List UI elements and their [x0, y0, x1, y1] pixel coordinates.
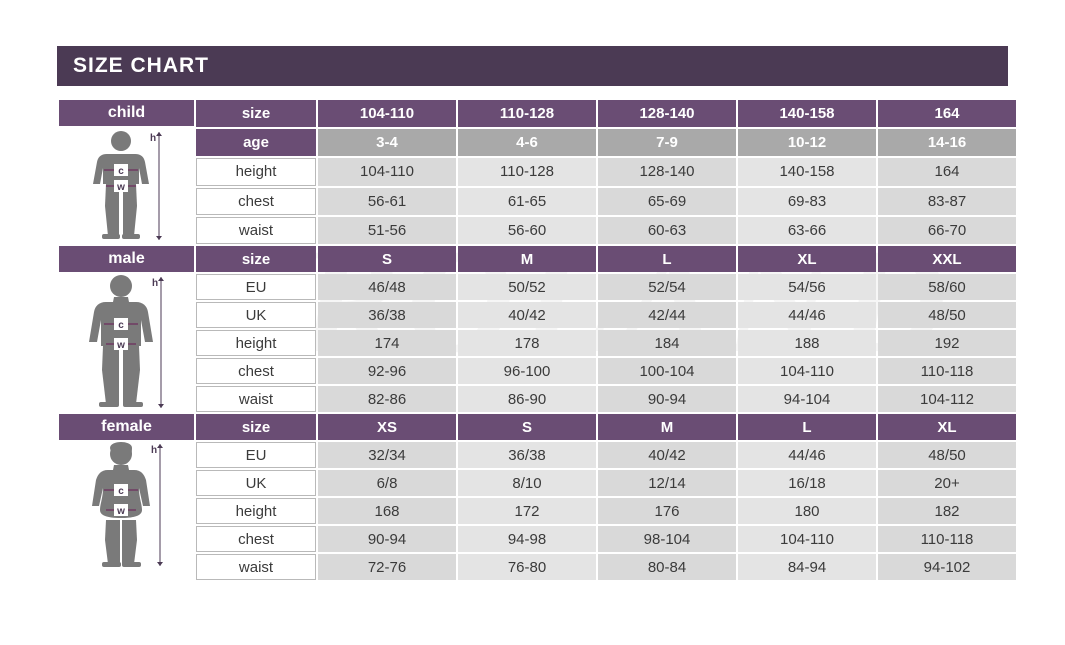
- title-bar: [57, 46, 1008, 86]
- size-chart-table: [57, 98, 1018, 582]
- row-label-female-chest: chest: [196, 526, 316, 552]
- cell-child-chest-1: 56-61: [318, 188, 456, 215]
- cell-male-EU-5: 58/60: [878, 274, 1016, 300]
- cell-male-EU-1: 46/48: [318, 274, 456, 300]
- cell-female-UK-1: 6/8: [318, 470, 456, 496]
- cell-male-height-2: 178: [458, 330, 596, 356]
- cell-child-waist-2: 56-60: [458, 217, 596, 244]
- cell-female-EU-5: 48/50: [878, 442, 1016, 468]
- svg-text:c: c: [117, 486, 124, 497]
- cell-female-size-1: XS: [318, 414, 456, 440]
- cell-female-waist-4: 84-94: [738, 554, 876, 580]
- table-row: [59, 554, 1016, 580]
- cell-female-chest-3: 98-104: [598, 526, 736, 552]
- cell-male-height-4: 188: [738, 330, 876, 356]
- cell-child-size-2: 110-128: [458, 100, 596, 127]
- cell-child-age-3: 7-9: [598, 129, 736, 156]
- table-row: [59, 158, 1016, 185]
- svg-text:w: w: [116, 182, 125, 193]
- cell-female-waist-5: 94-102: [878, 554, 1016, 580]
- cell-male-chest-1: 92-96: [318, 358, 456, 384]
- group-header-child: child: [59, 100, 194, 126]
- female-silhouette: [59, 440, 192, 570]
- cell-male-waist-1: 82-86: [318, 386, 456, 412]
- cell-male-size-4: XL: [738, 246, 876, 272]
- svg-text:c: c: [117, 166, 124, 177]
- cell-female-UK-5: 20+: [878, 470, 1016, 496]
- table-row: [59, 246, 1016, 272]
- cell-male-chest-2: 96-100: [458, 358, 596, 384]
- row-label-female-waist: waist: [196, 554, 316, 580]
- row-label-male-height: height: [196, 330, 316, 356]
- row-label-child-chest: chest: [196, 188, 316, 215]
- cell-child-size-1: 104-110: [318, 100, 456, 127]
- row-label-female-EU: EU: [196, 442, 316, 468]
- cell-female-size-2: S: [458, 414, 596, 440]
- group-header-female: female: [59, 414, 194, 440]
- table-row: [59, 302, 1016, 328]
- row-label-female-UK: UK: [196, 470, 316, 496]
- svg-text:h: h: [151, 278, 158, 289]
- cell-child-chest-5: 83-87: [878, 188, 1016, 215]
- cell-male-UK-1: 36/38: [318, 302, 456, 328]
- table-row: [59, 442, 1016, 468]
- cell-female-UK-4: 16/18: [738, 470, 876, 496]
- cell-child-age-2: 4-6: [458, 129, 596, 156]
- child-silhouette: [59, 126, 192, 244]
- cell-female-size-4: L: [738, 414, 876, 440]
- row-label-child-age: age: [196, 129, 316, 156]
- table-row: [59, 498, 1016, 524]
- table-row: [59, 470, 1016, 496]
- cell-male-EU-4: 54/56: [738, 274, 876, 300]
- cell-child-waist-5: 66-70: [878, 217, 1016, 244]
- cell-child-size-4: 140-158: [738, 100, 876, 127]
- cell-child-height-1: 104-110: [318, 158, 456, 185]
- cell-male-size-2: M: [458, 246, 596, 272]
- cell-child-size-3: 128-140: [598, 100, 736, 127]
- cell-female-chest-4: 104-110: [738, 526, 876, 552]
- cell-male-chest-4: 104-110: [738, 358, 876, 384]
- table-row: [59, 129, 1016, 156]
- svg-text:w: w: [116, 340, 125, 351]
- cell-male-chest-5: 110-118: [878, 358, 1016, 384]
- cell-male-size-5: XXL: [878, 246, 1016, 272]
- cell-female-waist-2: 76-80: [458, 554, 596, 580]
- cell-female-chest-1: 90-94: [318, 526, 456, 552]
- table-row: [59, 100, 1016, 127]
- group-figure-cell-female: [59, 414, 194, 580]
- cell-male-size-1: S: [318, 246, 456, 272]
- cell-female-height-2: 172: [458, 498, 596, 524]
- cell-male-waist-3: 90-94: [598, 386, 736, 412]
- cell-female-EU-4: 44/46: [738, 442, 876, 468]
- row-label-male-size: size: [196, 246, 316, 272]
- row-label-male-EU: EU: [196, 274, 316, 300]
- row-label-male-UK: UK: [196, 302, 316, 328]
- cell-male-EU-2: 50/52: [458, 274, 596, 300]
- cell-male-UK-2: 40/42: [458, 302, 596, 328]
- cell-female-EU-1: 32/34: [318, 442, 456, 468]
- cell-male-height-5: 192: [878, 330, 1016, 356]
- table-row: [59, 188, 1016, 215]
- group-figure-cell-male: [59, 246, 194, 412]
- table-row: [59, 526, 1016, 552]
- cell-male-UK-3: 42/44: [598, 302, 736, 328]
- cell-child-age-5: 14-16: [878, 129, 1016, 156]
- cell-child-chest-4: 69-83: [738, 188, 876, 215]
- table-row: [59, 330, 1016, 356]
- cell-child-height-4: 140-158: [738, 158, 876, 185]
- row-label-child-size: size: [196, 100, 316, 127]
- cell-male-chest-3: 100-104: [598, 358, 736, 384]
- table-row: [59, 414, 1016, 440]
- svg-text:w: w: [116, 506, 125, 517]
- cell-female-height-4: 180: [738, 498, 876, 524]
- cell-male-height-1: 174: [318, 330, 456, 356]
- row-label-child-waist: waist: [196, 217, 316, 244]
- table-row: [59, 386, 1016, 412]
- row-label-female-size: size: [196, 414, 316, 440]
- table-row: [59, 358, 1016, 384]
- cell-male-waist-4: 94-104: [738, 386, 876, 412]
- cell-child-waist-4: 63-66: [738, 217, 876, 244]
- cell-male-waist-5: 104-112: [878, 386, 1016, 412]
- svg-text:h: h: [149, 133, 156, 144]
- cell-child-waist-1: 51-56: [318, 217, 456, 244]
- cell-female-chest-2: 94-98: [458, 526, 596, 552]
- row-label-child-height: height: [196, 158, 316, 185]
- cell-child-chest-2: 61-65: [458, 188, 596, 215]
- cell-child-height-2: 110-128: [458, 158, 596, 185]
- group-header-male: male: [59, 246, 194, 272]
- cell-child-age-4: 10-12: [738, 129, 876, 156]
- cell-female-size-3: M: [598, 414, 736, 440]
- cell-male-UK-5: 48/50: [878, 302, 1016, 328]
- cell-male-waist-2: 86-90: [458, 386, 596, 412]
- cell-child-size-5: 164: [878, 100, 1016, 127]
- cell-child-height-5: 164: [878, 158, 1016, 185]
- page-title: SIZE CHART: [73, 54, 209, 77]
- row-label-male-chest: chest: [196, 358, 316, 384]
- cell-male-height-3: 184: [598, 330, 736, 356]
- cell-male-EU-3: 52/54: [598, 274, 736, 300]
- cell-female-chest-5: 110-118: [878, 526, 1016, 552]
- cell-child-waist-3: 60-63: [598, 217, 736, 244]
- svg-text:c: c: [117, 320, 124, 331]
- cell-child-chest-3: 65-69: [598, 188, 736, 215]
- table-row: [59, 274, 1016, 300]
- cell-female-waist-1: 72-76: [318, 554, 456, 580]
- svg-text:h: h: [150, 445, 157, 456]
- cell-female-EU-2: 36/38: [458, 442, 596, 468]
- cell-female-EU-3: 40/42: [598, 442, 736, 468]
- male-silhouette: [59, 272, 192, 412]
- cell-female-waist-3: 80-84: [598, 554, 736, 580]
- cell-male-size-3: L: [598, 246, 736, 272]
- row-label-male-waist: waist: [196, 386, 316, 412]
- table-row: [59, 217, 1016, 244]
- cell-child-age-1: 3-4: [318, 129, 456, 156]
- cell-female-UK-2: 8/10: [458, 470, 596, 496]
- cell-female-height-1: 168: [318, 498, 456, 524]
- group-figure-cell-child: [59, 100, 194, 244]
- cell-female-UK-3: 12/14: [598, 470, 736, 496]
- cell-male-UK-4: 44/46: [738, 302, 876, 328]
- row-label-female-height: height: [196, 498, 316, 524]
- cell-female-height-3: 176: [598, 498, 736, 524]
- cell-child-height-3: 128-140: [598, 158, 736, 185]
- cell-female-size-5: XL: [878, 414, 1016, 440]
- cell-female-height-5: 182: [878, 498, 1016, 524]
